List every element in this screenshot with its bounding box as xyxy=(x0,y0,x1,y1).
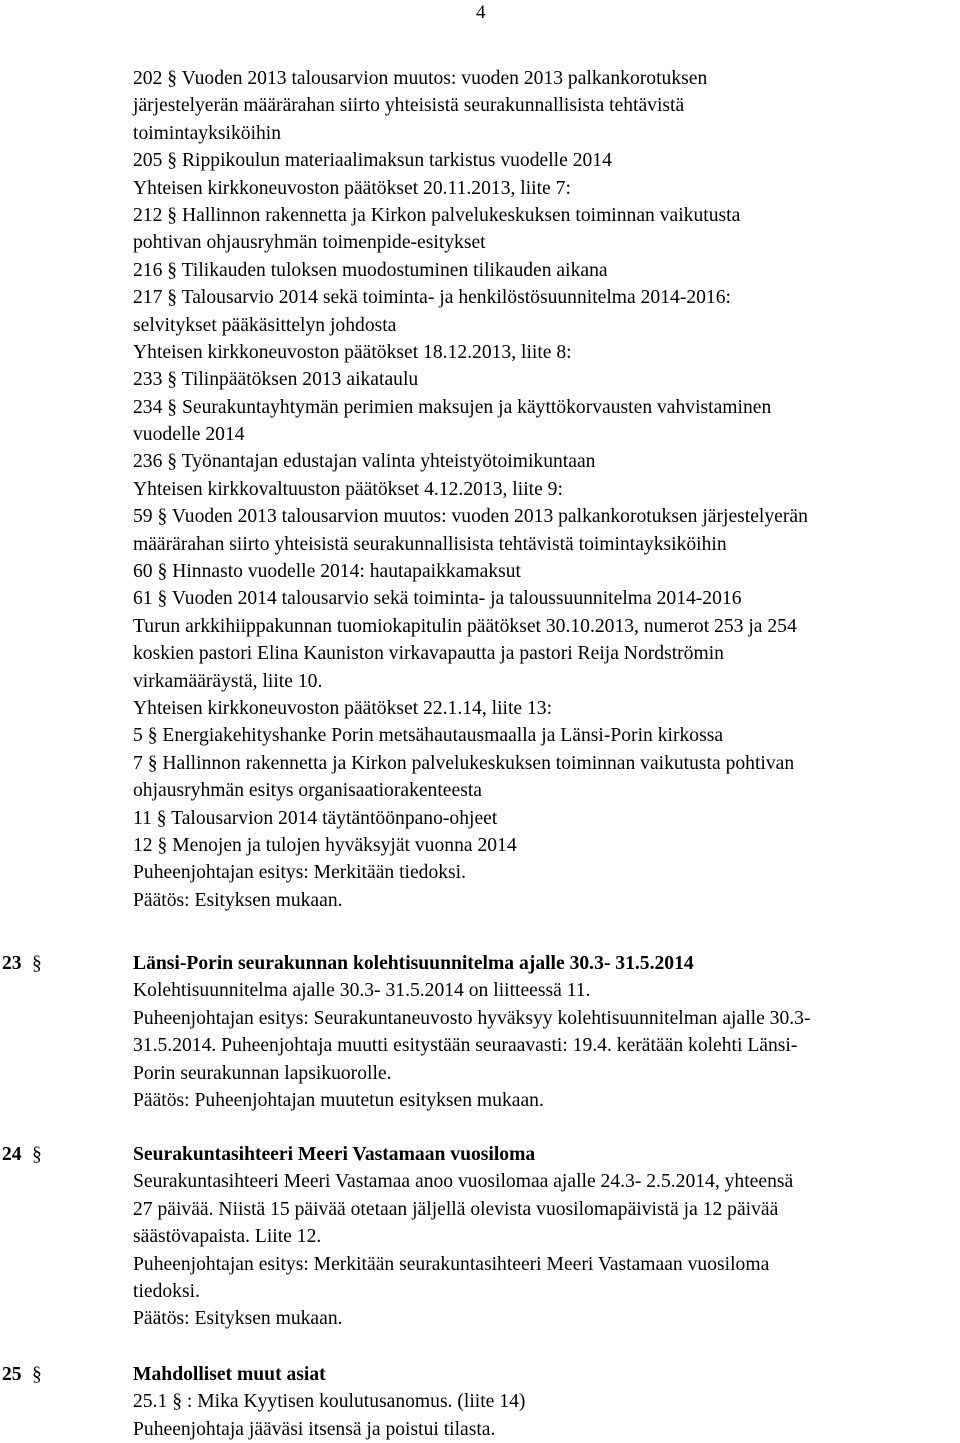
section-line: tiedoksi. xyxy=(133,1280,200,1302)
list-line: 212 § Hallinnon rakennetta ja Kirkon palvelukeskuksen toiminnan vaikutusta xyxy=(133,204,741,226)
list-line: 60 § Hinnasto vuodelle 2014: hautapaikkamaksut xyxy=(133,561,521,583)
section-line: Porin seurakunnan lapsikuorolle. xyxy=(133,1062,392,1084)
list-line: 7 § Hallinnon rakennetta ja Kirkon palvelukeskuksen toiminnan vaikutusta pohtivan xyxy=(133,752,795,774)
list-line: virkamääräystä, liite 10. xyxy=(133,670,323,692)
section-sign: § xyxy=(32,1144,42,1165)
list-line: Yhteisen kirkkoneuvoston päätökset 20.11.2013, liite 7: xyxy=(133,177,571,199)
section-line: Päätös: Puheenjohtajan muutetun esityksen mukaan. xyxy=(133,1089,544,1111)
list-line: 61 § Vuoden 2014 talousarvio sekä toiminta- ja taloussuunnitelma 2014-2016 xyxy=(133,588,742,610)
section-number: 23 xyxy=(2,953,22,974)
section-line: Päätös: Esityksen mukaan. xyxy=(133,1308,343,1330)
previous-minutes-list xyxy=(133,65,959,914)
list-line: Päätös: Esityksen mukaan. xyxy=(133,889,343,911)
section-line: Puheenjohtajan esitys: Merkitään seurakuntasihteeri Meeri Vastamaan vuosiloma xyxy=(133,1253,770,1275)
section-line: Puheenjohtaja jääväsi itsensä ja poistui tilasta. xyxy=(133,1418,496,1440)
list-line: ohjausryhmän esitys organisaatiorakenteesta xyxy=(133,780,482,802)
list-line: toimintayksiköihin xyxy=(133,122,282,144)
list-line: Yhteisen kirkkovaltuuston päätökset 4.12.2013, liite 9: xyxy=(133,478,563,500)
list-line: 59 § Vuoden 2013 talousarvion muutos: vuoden 2013 palkankorotuksen järjestelyerän xyxy=(133,506,808,528)
section-line: 31.5.2014. Puheenjohtaja muutti esitystään seuraavasti: 19.4. kerätään kolehti Länsi- xyxy=(133,1035,798,1057)
list-line: Yhteisen kirkkoneuvoston päätökset 22.1.14, liite 13: xyxy=(133,697,553,719)
list-line: Yhteisen kirkkoneuvoston päätökset 18.12.2013, liite 8: xyxy=(133,341,572,363)
section-number: 25 xyxy=(2,1364,22,1385)
section-number: 24 xyxy=(2,1144,22,1165)
section-title: Länsi-Porin seurakunnan kolehtisuunnitelma ajalle 30.3- 31.5.2014 xyxy=(133,953,694,974)
list-line: pohtivan ohjausryhmän toimenpide-esitykset xyxy=(133,232,486,254)
list-line: määrärahan siirto yhteisistä seurakunnallisista tehtävistä toimintayksiköihin xyxy=(133,533,727,555)
list-line: 234 § Seurakuntayhtymän perimien maksujen ja käyttökorvausten vahvistaminen xyxy=(133,396,772,418)
section-line: Seurakuntasihteeri Meeri Vastamaa anoo vuosilomaa ajalle 24.3- 2.5.2014, yhteensä xyxy=(133,1171,794,1193)
list-line: Turun arkkihiippakunnan tuomiokapitulin päätökset 30.10.2013, numerot 253 ja 254 xyxy=(133,615,797,637)
list-line: 5 § Energiakehityshanke Porin metsähautausmaalla ja Länsi-Porin kirkossa xyxy=(133,725,724,747)
section-sign: § xyxy=(32,1364,42,1385)
section-sign: § xyxy=(32,953,42,974)
list-line: selvitykset pääkäsittelyn johdosta xyxy=(133,314,397,336)
section-line: säästövapaista. Liite 12. xyxy=(133,1226,322,1248)
list-line: 236 § Työnantajan edustajan valinta yhteistyötoimikuntaan xyxy=(133,451,596,473)
section-body xyxy=(133,1361,959,1443)
list-line: 12 § Menojen ja tulojen hyväksyjät vuonna 2014 xyxy=(133,834,517,856)
section-line: Kolehtisuunnitelma ajalle 30.3- 31.5.2014 on liitteessä 11. xyxy=(133,980,591,1002)
list-line: 216 § Tilikauden tuloksen muodostuminen tilikauden aikana xyxy=(133,259,608,281)
list-line: Puheenjohtajan esitys: Merkitään tiedoksi. xyxy=(133,862,467,884)
section-line: 27 päivää. Niistä 15 päivää otetaan jäljellä olevista vuosilomapäivistä ja 12 päivää xyxy=(133,1198,779,1220)
section-line: 25.1 § : Mika Kyytisen koulutusanomus. (liite 14) xyxy=(133,1391,526,1413)
list-line: 11 § Talousarvion 2014 täytäntöönpano-ohjeet xyxy=(133,807,498,829)
list-line: vuodelle 2014 xyxy=(133,424,245,446)
section-body xyxy=(133,950,959,1114)
list-line: 217 § Talousarvio 2014 sekä toiminta- ja henkilöstösuunnitelma 2014-2016: xyxy=(133,287,731,309)
section-title: Seurakuntasihteeri Meeri Vastamaan vuosiloma xyxy=(133,1144,536,1165)
list-line: 205 § Rippikoulun materiaalimaksun tarkistus vuodelle 2014 xyxy=(133,150,612,172)
section-line: Puheenjohtajan esitys: Seurakuntaneuvosto hyväksyy kolehtisuunnitelman ajalle 30.3- xyxy=(133,1007,811,1029)
section-title: Mahdolliset muut asiat xyxy=(133,1364,326,1385)
section-body xyxy=(133,1141,959,1333)
list-line: järjestelyerän määrärahan siirto yhteisistä seurakunnallisista tehtävistä xyxy=(133,95,685,117)
page-number: 4 xyxy=(476,2,486,23)
list-line: 202 § Vuoden 2013 talousarvion muutos: vuoden 2013 palkankorotuksen xyxy=(133,68,708,89)
list-line: koskien pastori Elina Kauniston virkavapautta ja pastori Reija Nordströmin xyxy=(133,643,724,665)
list-line: 233 § Tilinpäätöksen 2013 aikataulu xyxy=(133,369,419,391)
